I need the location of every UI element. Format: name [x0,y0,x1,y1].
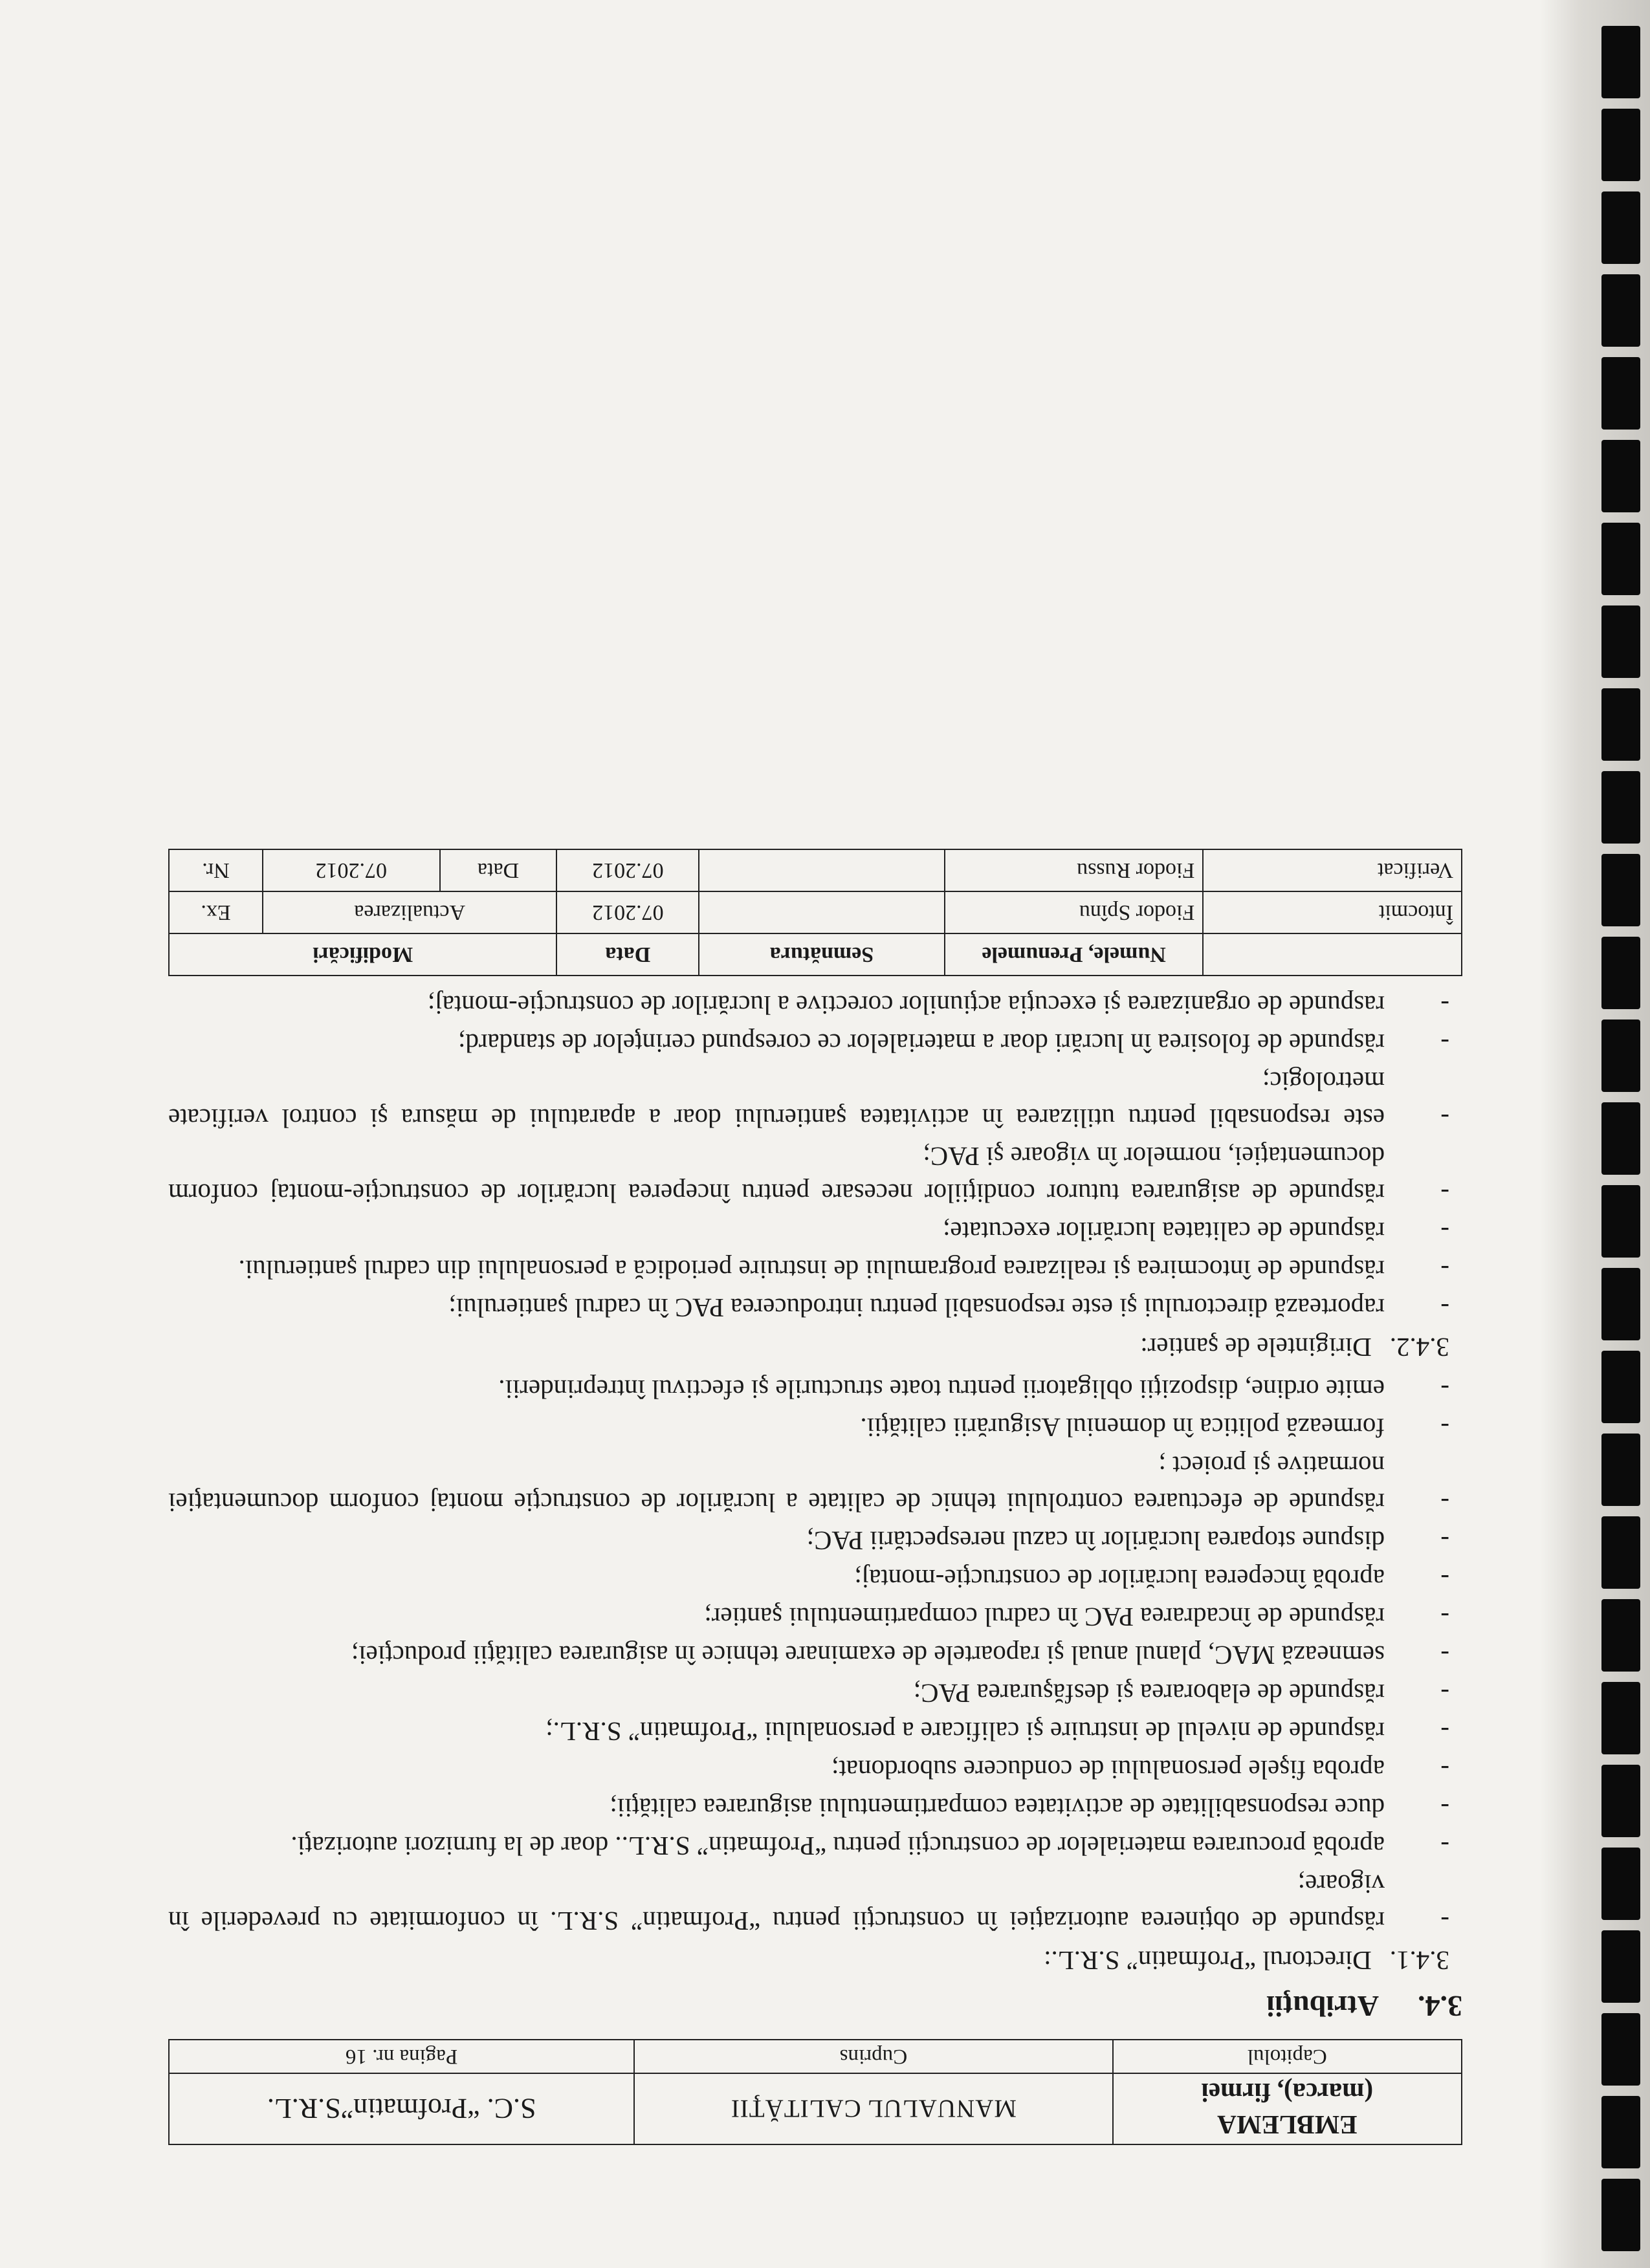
signature-table [168,849,1462,976]
row-name: Fiodor Spînu [945,891,1204,933]
list-item: - răspunde de elaborarea şi desfăşurarea PAC; [913,1679,1449,1708]
table-row [169,891,1462,933]
row-mod-label: Actualizarea [263,891,556,933]
subsection-title: Directorul “Profmatin” S.R.L.: [1044,1946,1372,1976]
list-item: - aprobă procurarea materialelor de construcţii pentru “Profmatin” S.R.L.. doar de la furnizori autorizaţi. [291,1831,1449,1861]
subsection-title: Dirigintele de şantier: [1140,1333,1372,1362]
subsection-heading-site-manager [168,1329,1449,1366]
col-header-name: Numele, Prenumele [945,933,1204,976]
row-name: Fiodor Russu [945,849,1204,891]
col-header-modifications: Modificări [169,933,556,976]
list-item: - dispune stoparea lucrărilor în cazul nerespectării PAC; [806,1526,1449,1556]
subsection-number: 3.4.2. [1389,1333,1449,1362]
list-item: - raportează directorului şi este responsabil pentru introducerea PAC în cadrul şantierului; [448,1293,1449,1323]
row-date: 07.2012 [556,849,699,891]
row-signature [699,891,945,933]
row-mod-value: Ex. [169,891,263,933]
table-row [169,849,1462,891]
page-number: Pagina nr. 16 [169,2040,634,2073]
list-item: - răspunde de asigurarea tuturor condiţiilor necesare pentru începerea lucrărilor de construcţie-montaj conform documentaţiei, normelor în vigoare şi PAC; [168,1142,1449,1208]
logo-cell: EMBLEMA (marca), firmei [1113,2073,1462,2144]
list-item: - răspunde de nivelul de instruire şi calificare a personalului “Profmatin” S.R.L.; [545,1717,1449,1747]
subsection-heading-director [168,1942,1449,1979]
row-role: Întocmit [1203,891,1462,933]
row-signature [699,849,945,891]
list-item: - aprobă începerea lucrărilor de construcţie-montaj; [854,1564,1449,1594]
section-number: 3.4. [1418,1990,1462,2023]
section-heading [168,1988,1462,2025]
row-mod-value: 07.2012 [263,849,440,891]
list-item: - răspunde de calitatea lucrărilor executate; [943,1217,1449,1247]
subsection-number: 3.4.1. [1389,1946,1449,1976]
director-duties-list [168,1371,1462,1939]
list-item: - răspunde de folosirea în lucrări doar a materialelor ce corespund cerinţelor de standard; [457,1029,1449,1058]
col-header-signature: Semnătura [699,933,945,976]
list-item: - răspunde de întocmirea şi realizarea programului de instruire periodică a personalului din cadrul şantierului. [238,1255,1449,1285]
list-item: - semnează MAC, planul anual şi rapoartele de examinare tehnice în asigurarea calităţii producţiei; [351,1641,1449,1670]
col-header-date: Data [556,933,699,976]
chapter-label: Capitolul [1113,2040,1462,2073]
list-item: - răspunde de obţinerea autorizaţiei în construcţii pentru “Profmatin” S.R.L. în conformitate cu prevederile în vigoare; [168,1870,1449,1936]
header-table [168,2039,1462,2145]
row-role: Verificat [1203,849,1462,891]
section-title: Atribuţii [1266,1990,1379,2023]
manual-title: MANUALUL CALITĂŢII [634,2073,1112,2144]
list-item: - răspunde de încadrarea PAC în cadrul compartimentului şantier; [704,1602,1449,1632]
section-label: Cuprins [634,2040,1112,2073]
list-item: - formează politica în domeniul Asigurării calităţii. [860,1413,1449,1443]
row-mod-extra: Nr. [169,849,263,891]
list-item: - răspunde de efectuarea controlului tehnic de calitate a lucrărilor de construcţie montaj conform documentaţiei normative şi proiect ; [168,1451,1449,1518]
list-item: - raspunde de organizarea şi execuţia acţiunilor corective a lucrărilor de construcţie-montaj; [427,990,1449,1020]
site-manager-duties-list [168,987,1462,1326]
list-item: - este responsabil pentru utilizarea în activitatea şantierului doar a aparatului de măsura şi control verificate metrologic; [168,1067,1449,1133]
company-name: S.C. “Profmatin”S.R.L. [169,2073,634,2144]
list-item: - aproba fişele personalului de conducere subordonat; [831,1755,1449,1785]
list-item: - emite ordine, dispoziţii obligatorii pentru toate structurile şi efectivul întreprinderii. [498,1375,1449,1404]
page-content [168,849,1462,2145]
list-item: - duce responsabilitate de activitatea compartimentului asigurarea calităţii; [610,1793,1449,1823]
row-mod-label: Data [440,849,557,891]
row-date: 07.2012 [556,891,699,933]
